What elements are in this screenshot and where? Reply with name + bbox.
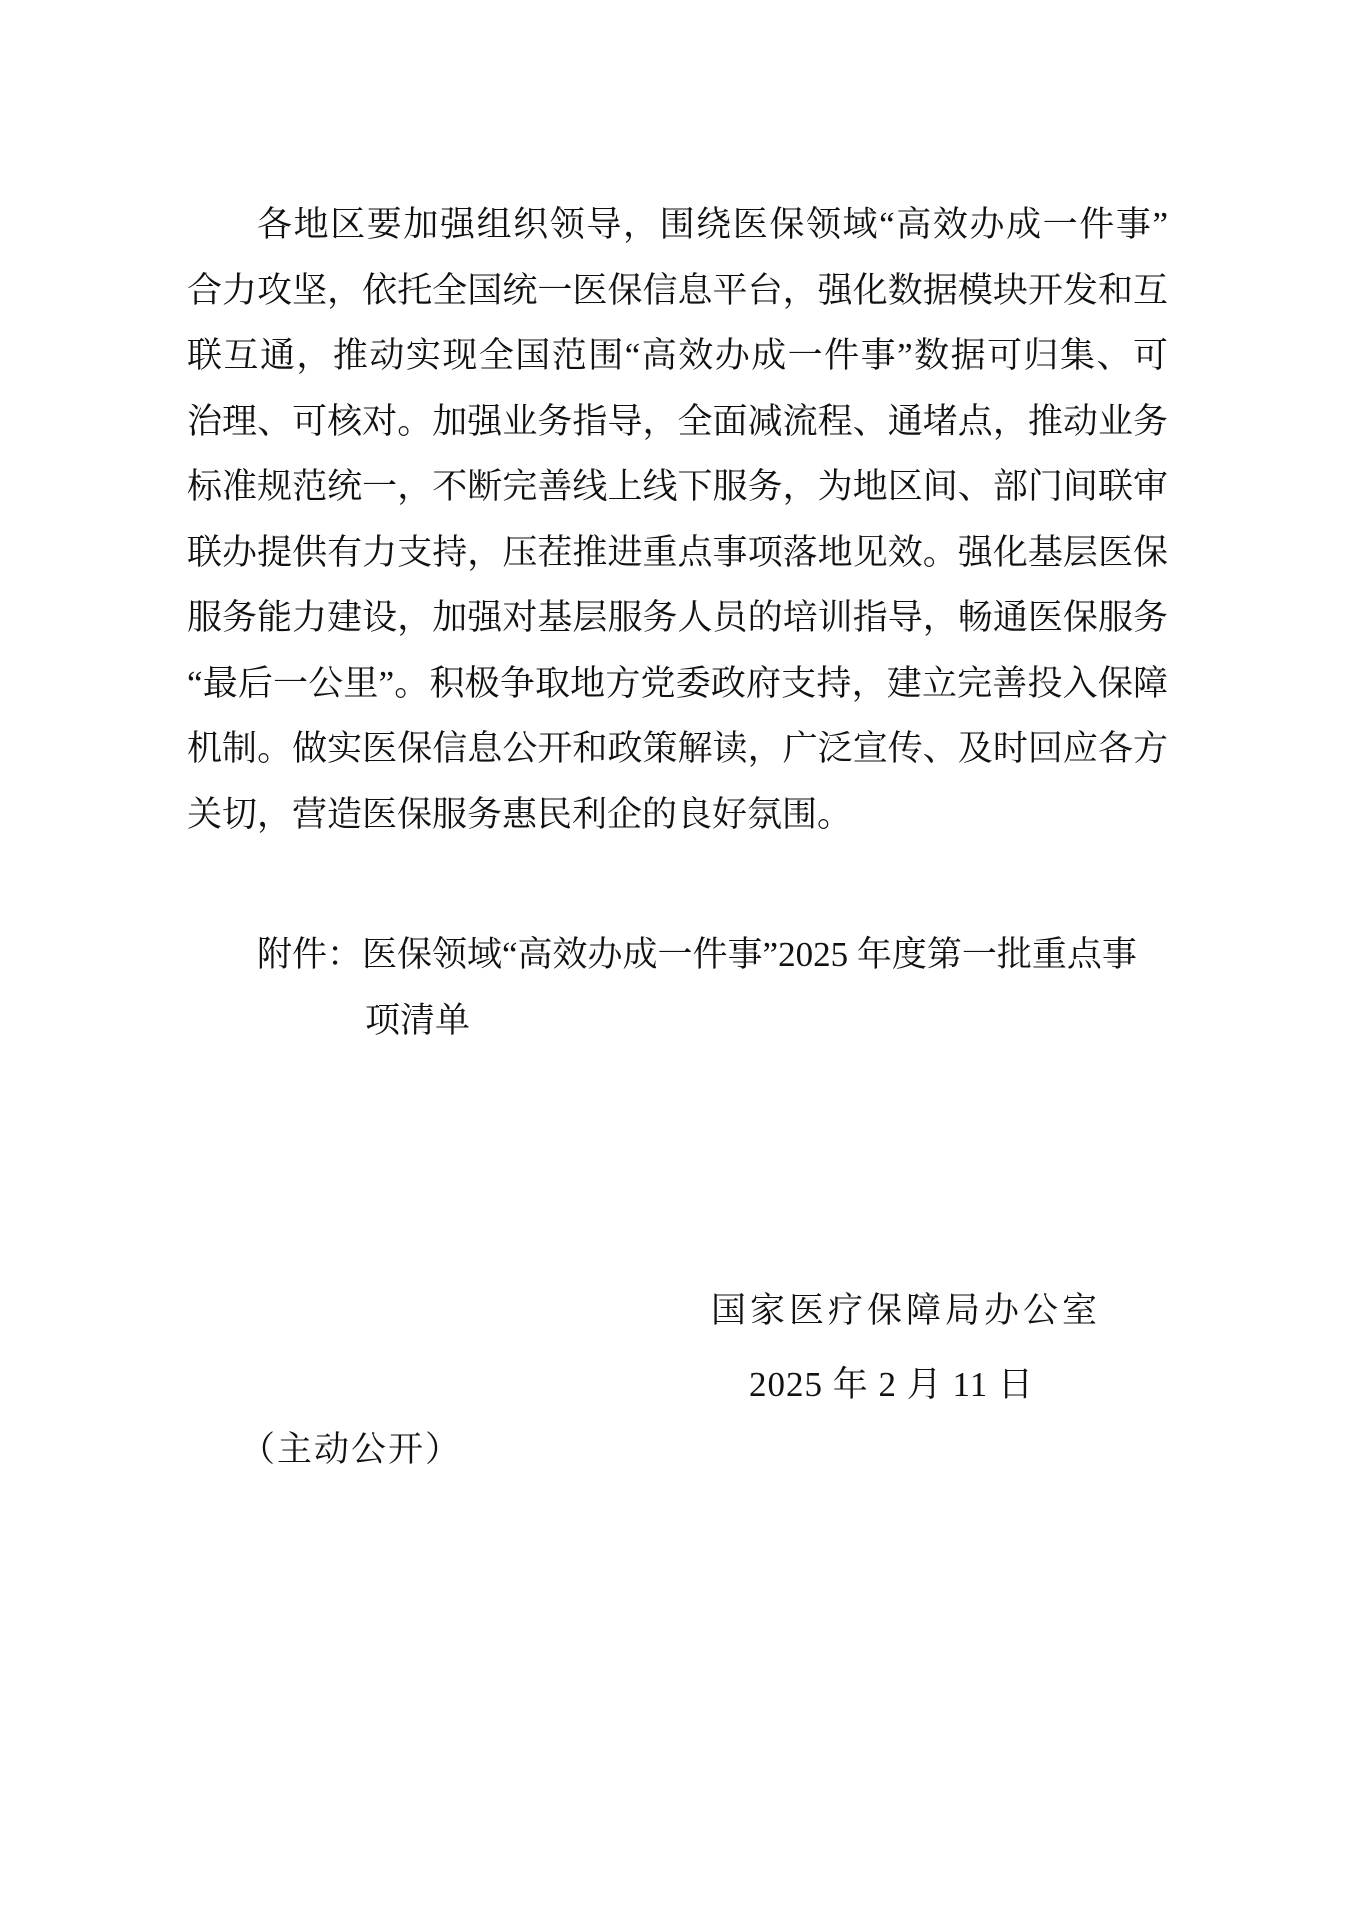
signature-date: 2025 年 2 月 11 日 (749, 1365, 1034, 1404)
body-paragraph (187, 192, 1168, 847)
paragraph-line: 联办提供有力支持，压茬推进重点事项落地见效。强化基层医保 (187, 532, 1168, 572)
paragraph-line: 联互通，推动实现全国范围“高效办成一件事”数据可归集、可 (187, 336, 1168, 375)
paragraph-line: “最后一公里”。积极争取地方党委政府支持，建立完善投入保障 (187, 663, 1168, 703)
publicity-note: （主动公开） (240, 1430, 463, 1469)
paragraph-line: 合力攻坚，依托全国统一医保信息平台，强化数据模块开发和互 (187, 270, 1168, 310)
paragraph-line: 各地区要加强组织领导，围绕医保领域“高效办成一件事” (257, 205, 1168, 244)
paragraph-line: 机制。做实医保信息公开和政策解读，广泛宣传、及时回应各方 (187, 729, 1168, 768)
signature-office: 国家医疗保障局办公室 (711, 1291, 1102, 1330)
attachment-line-2: 项清单 (365, 1000, 471, 1040)
paragraph-line: 标准规范统一，不断完善线上线下服务，为地区间、部门间联审 (187, 467, 1168, 506)
paragraph-line: 关切，营造医保服务惠民利企的良好氛围。 (187, 794, 853, 834)
attachment-line-1: 附件：医保领域“高效办成一件事”2025 年度第一批重点事 (257, 935, 1137, 974)
paragraph-line: 治理、可核对。加强业务指导，全面减流程、通堵点，推动业务 (187, 401, 1168, 441)
attachment-block (187, 922, 1168, 1053)
paragraph-line: 服务能力建设，加强对基层服务人员的培训指导，畅通医保服务 (187, 598, 1168, 637)
